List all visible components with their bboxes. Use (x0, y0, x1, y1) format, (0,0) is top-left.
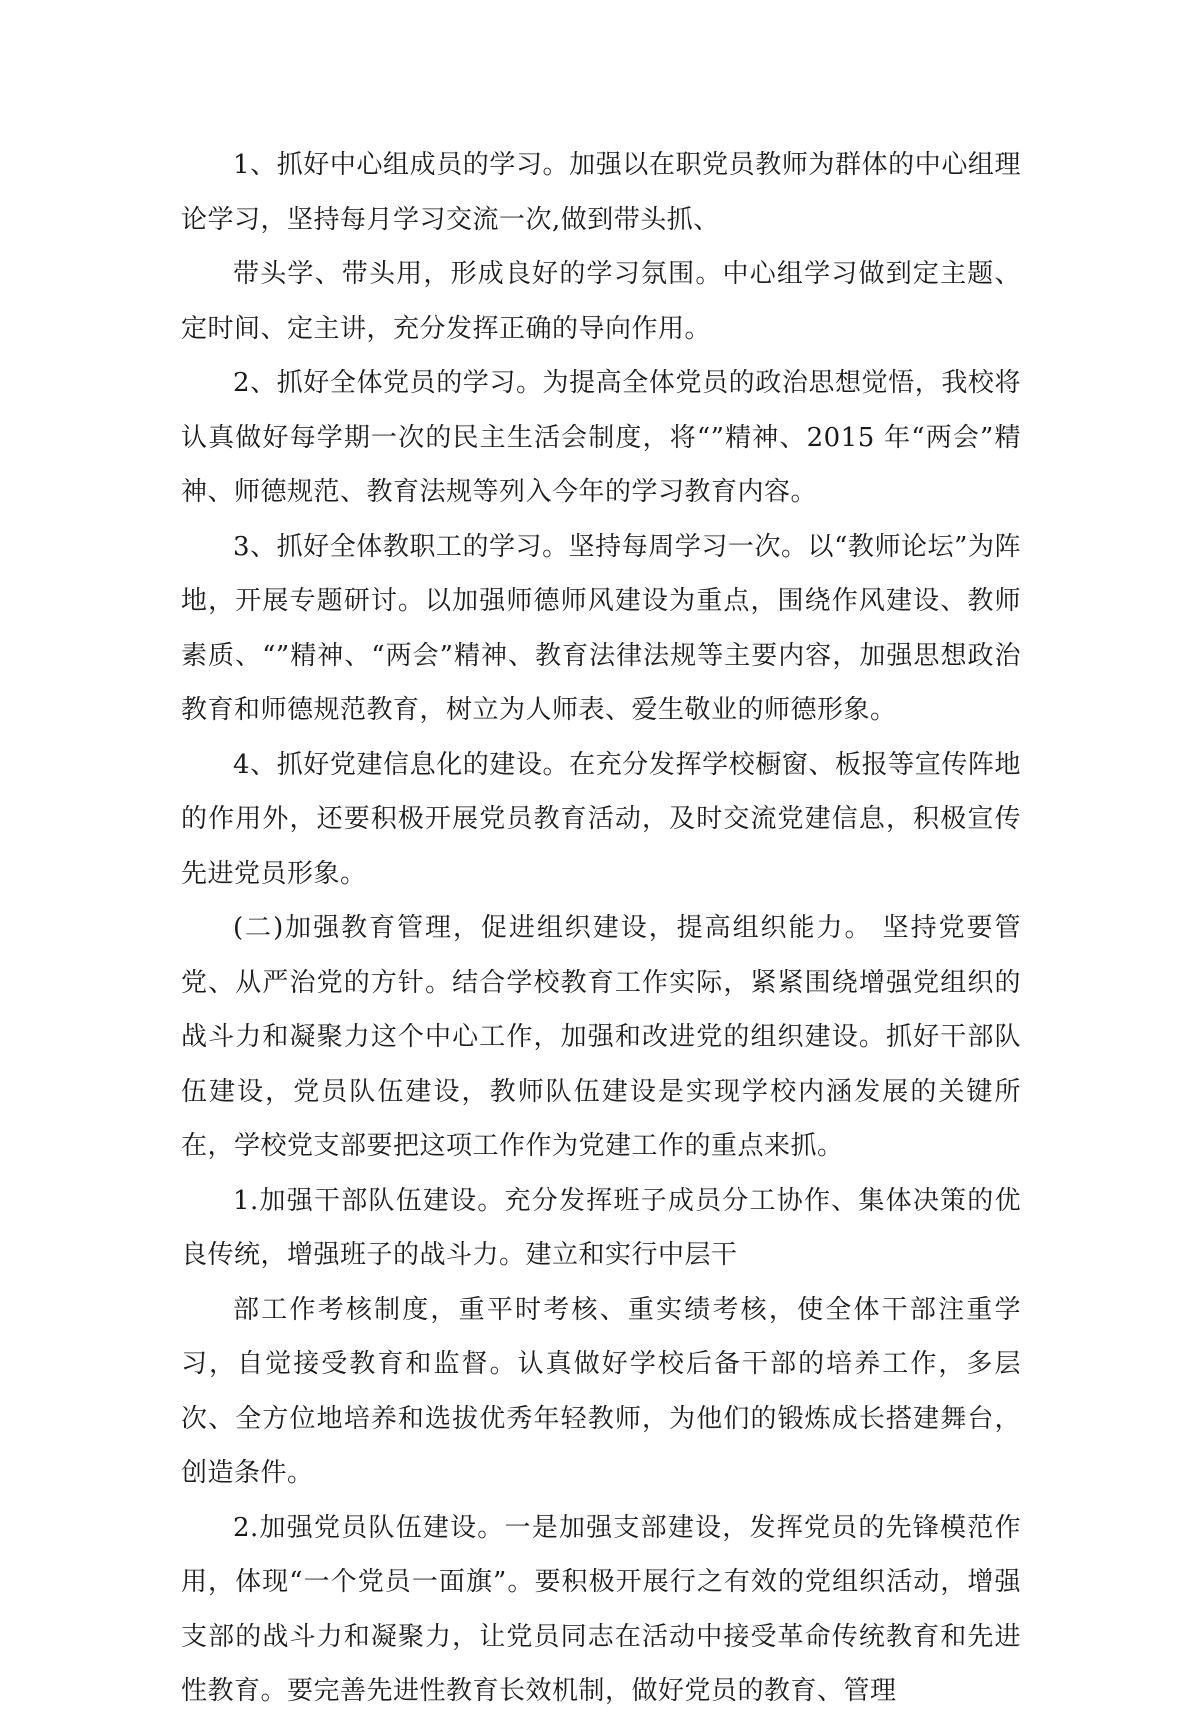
paragraph-7: 1.加强干部队伍建设。充分发挥班子成员分工协作、集体决策的优良传统，增强班子的战斗力。建立和实行中层干 (181, 1185, 1021, 1270)
paragraph-6: (二)加强教育管理，促进组织建设，提高组织能力。 坚持党要管党、从严治党的方针。结合学校教育工作实际，紧紧围绕增强党组织的战斗力和凝聚力这个中心工作，加强和改进党的组织建设。抓好干部队伍建设，党员队伍建设，教师队伍建设是实现学校内涵发展的关键所在，学校党支部要把这项工作作为党建工作的重点来抓。 (181, 913, 1021, 1161)
paragraph-3: 2、抓好全体党员的学习。为提高全体党员的政治思想觉悟，我校将认真做好每学期一次的民主生活会制度，将“”精神、2015 年“两会”精神、师德规范、教育法规等列入今年的学习教育内容。 (181, 368, 1021, 507)
paragraph-1: 1、抓好中心组成员的学习。加强以在职党员教师为群体的中心组理论学习，坚持每月学习交流一次,做到带头抓、 (181, 150, 1021, 235)
paragraph-5: 4、抓好党建信息化的建设。在充分发挥学校橱窗、板报等宣传阵地的作用外，还要积极开展党员教育活动，及时交流党建信息，积极宣传先进党员形象。 (181, 749, 1021, 889)
paragraph-9: 2.加强党员队伍建设。一是加强支部建设，发挥党员的先锋模范作用，体现“一个党员一面旗”。要积极开展行之有效的党组织活动，增强支部的战斗力和凝聚力，让党员同志在活动中接受革命传统教育和先进性教育。要完善先进性教育长效机制，做好党员的教育、管理 (181, 1512, 1021, 1706)
paragraph-8: 部工作考核制度，重平时考核、重实绩考核，使全体干部注重学习，自觉接受教育和监督。认真做好学校后备干部的培养工作，多层次、全方位地培养和选拔优秀年轻教师，为他们的锻炼成长搭建舞台，创造条件。 (181, 1294, 1021, 1488)
document-body (181, 138, 1021, 1719)
paragraph-4: 3、抓好全体教职工的学习。坚持每周学习一次。以“教师论坛”为阵地，开展专题研讨。以加强师德师风建设为重点，围绕作风建设、教师素质、“”精神、“两会”精神、教育法律法规等主要内容，加强思想政治教育和师德规范教育，树立为人师表、爱生敬业的师德形象。 (181, 531, 1021, 725)
paragraph-2: 带头学、带头用，形成良好的学习氛围。中心组学习做到定主题、定时间、定主讲，充分发挥正确的导向作用。 (181, 259, 1021, 344)
